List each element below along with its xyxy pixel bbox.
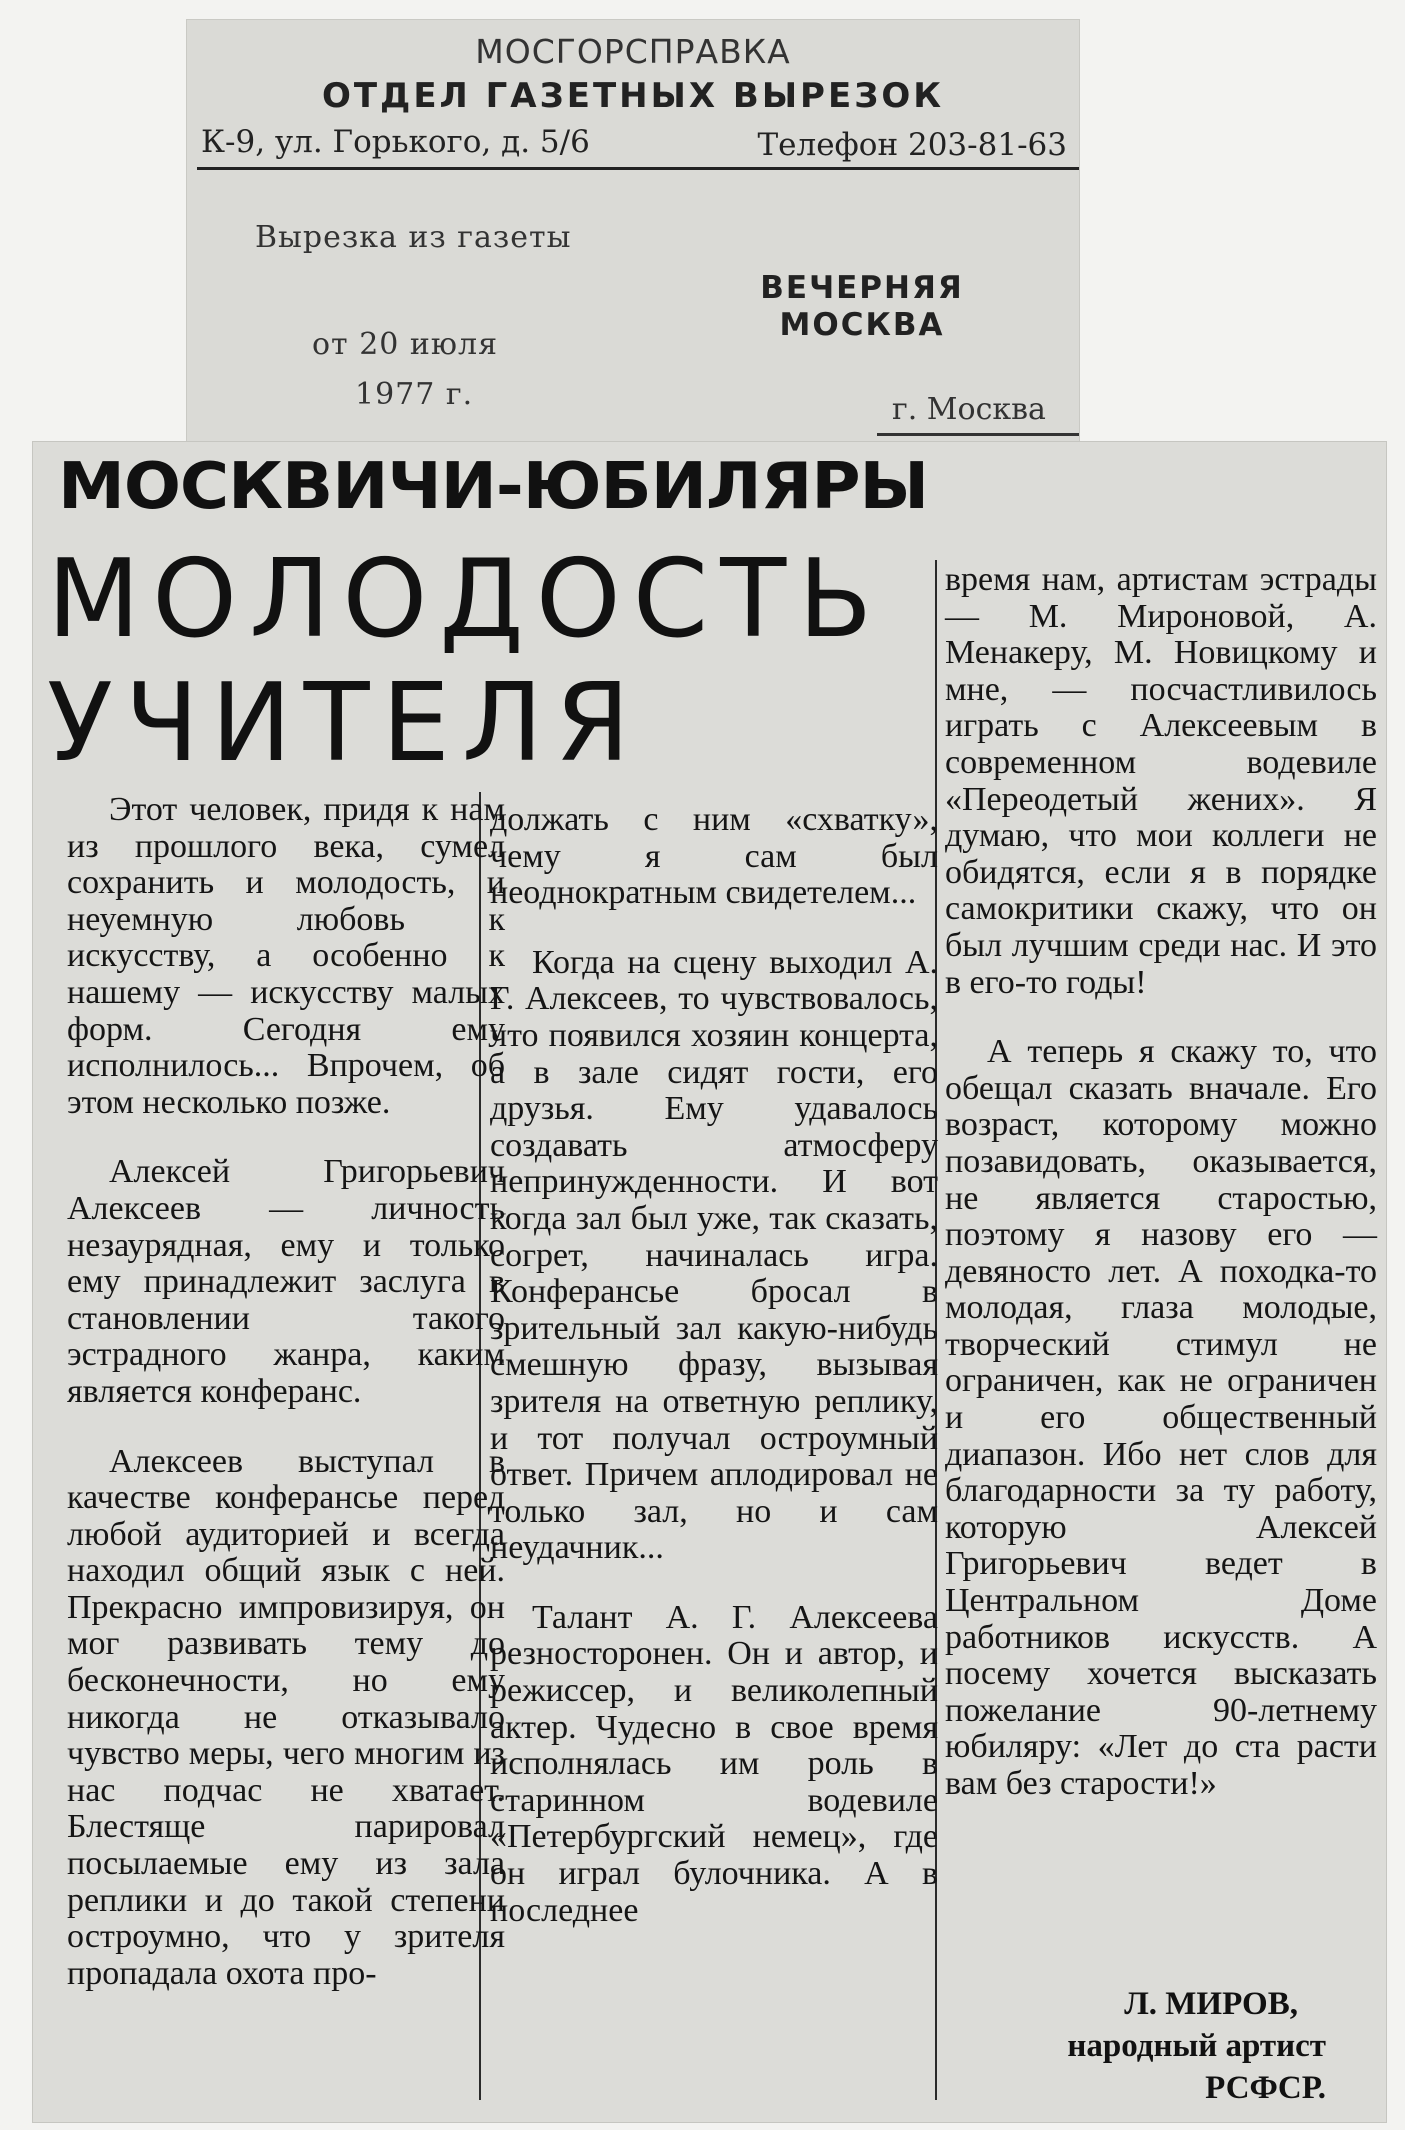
agency-name: МОСГОРСПРАВКА [475, 32, 791, 71]
article-paragraph: А теперь я скажу то, что обещал сказать вначале. Его возраст, которому можно позавидовать, оказывается, не является старостью, поэтому я назову его — девяносто лет. А походка-то молодая, глаза молодые, творческий стимул не ограничен, как не ограничен и его общественный диапазон. Ибо нет слов для благодарности за ту работу, которую Алексей Григорьевич ведет в Центральном Доме работников искусств. А посему хочется высказать пожелание 90-летнему юбиляру: «Лет до ста расти вам без старости!» [945, 1033, 1377, 1802]
author-title-country: РСФСР. [1205, 2070, 1326, 2106]
article-paragraph: Талант А. Г. Алексеева резносторонен. Он и автор, и режиссер, и великолепный актер. Чудесно в свое время исполнялась им роль в старинном водевиле «Петербургский немец», где он играл булочника. А в последнее [490, 1598, 938, 1929]
bureau-phone: Телефон 203-81-63 [757, 127, 1067, 163]
article-column-2 [490, 802, 938, 1929]
clipping-bureau-stamp [187, 20, 1079, 462]
article-column-3 [945, 562, 1377, 1803]
article-paragraph: Алексеев выступал в качестве конферансье перед любой аудиторией и всегда находил общий язык с ней. Прекрасно импровизируя, он мог развивать тему до бесконечности, но ему никогда не отказывало чувство меры, чего многим из нас подчас не хватает. Блестяще парировал посылаемые ему из зала реплики и до такой степени остроумно, что у зрителя пропадала охота про- [67, 1442, 505, 1992]
article-column-1 [67, 792, 505, 1992]
city-rule [877, 433, 1079, 436]
author-name: Л. МИРОВ, [1124, 1986, 1298, 2022]
article-clipping [33, 442, 1386, 2122]
article-headline: МОЛОДОСТЬ УЧИТЕЛЯ [47, 537, 885, 786]
article-paragraph: должать с ним «схватку», чему я сам был неоднократным свидетелем... [490, 801, 938, 912]
article-paragraph: Алексей Григорьевич Алексеев — личность незаурядная, ему и только ему принадлежит заслуга в становлении такого эстрадного жанра, каким является конферанс. [67, 1153, 505, 1410]
article-paragraph: Этот человек, придя к нам из прошлого века, сумел сохранить и молодость, и неуемную любовь к искусству, а особенно к нашему — искусству малых форм. Сегодня ему исполнилось... Впрочем, об этом несколько позже. [67, 791, 505, 1121]
author-title: народный артист [1067, 2028, 1326, 2064]
author-signature [1067, 1983, 1326, 2109]
clip-source-label: Вырезка из газеты [255, 220, 572, 255]
article-paragraph: время нам, артистам эстрады — М. Мироновой, А. Менакеру, М. Новицкому и мне, — посчастливилось играть с Алексеевым в современном водевиле «Переодетый жених». Я думаю, что мои коллеги не обидятся, если я в порядке самокритики скажу, что он был лучшим среди нас. И это в его-то годы! [945, 561, 1377, 1001]
header-rule [197, 167, 1079, 170]
newspaper-name: ВЕЧЕРНЯЯ МОСКВА [760, 270, 964, 343]
clip-city: г. Москва [892, 392, 1046, 427]
article-rubric: МОСКВИЧИ-ЮБИЛЯРЫ [58, 450, 929, 524]
article-paragraph: Когда на сцену выходил А. Г. Алексеев, то чувствовалось, что появился хозяин концерта, а в зале сидят гости, его друзья. Ему удавалось создавать атмосферу непринужденности. И вот когда зал был уже, так сказать, согрет, начиналась игра. Конферансье бросал в зрительный зал какую-нибудь смешную фразу, вызывая зрителя на ответную реплику, и тот получал остроумный ответ. Причем аплодировал не только зал, но и сам неудачник... [490, 943, 938, 1567]
clip-year: 1977 г. [355, 377, 474, 412]
clip-date: от 20 июля [312, 327, 499, 362]
bureau-address: К-9, ул. Горького, д. 5/6 [201, 124, 590, 160]
department-name: ОТДЕЛ ГАЗЕТНЫХ ВЫРЕЗОК [321, 76, 945, 116]
